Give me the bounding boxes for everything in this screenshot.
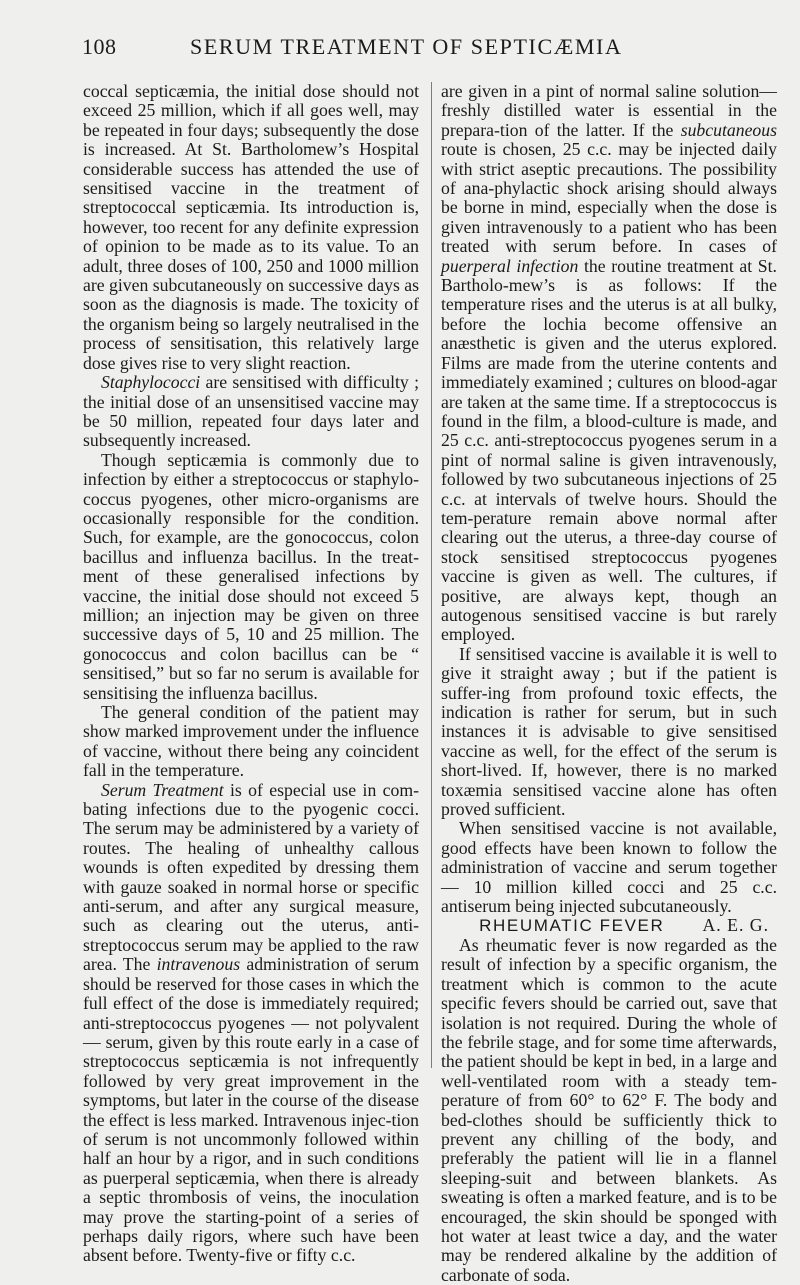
column-divider xyxy=(431,82,432,1068)
left-column xyxy=(83,82,419,1266)
paragraph: coccal septicæmia, the initial dose should not exceed 25 million, which if all goes well, may be repeated in four days; subsequently the dose is increased. At St. Bartholomew’s Hospital considerable success has attended the use of sensitised vaccine in the treatment of streptococcal septicæmia. Its introduction is, however, too recent for any definite expression of opinion to be made as to its value. To an adult, three doses of 100, 250 and 1000 million are given subcutaneously on successive days as soon as the diagnosis is made. The toxicity of the organism being so largely neutralised in the process of sensitisation, this relatively large dose gives rise to very slight reaction. xyxy=(83,81,419,373)
paragraph: If sensitised vaccine is available it is well to give it straight away ; but if the patient is suffer-ing from profound toxic effects, the indication is rather for serum, but in such instances it is advisable to give sensitised vaccine as well, for the effect of the serum is short-lived. If, however, there is no marked toxæmia sensitised vaccine alone has often proved sufficient. xyxy=(441,643,777,820)
paragraph: The general condition of the patient may show marked improvement under the influence of vaccine, without there being any coincident fall in the temperature. xyxy=(83,702,419,781)
page-number: 108 xyxy=(82,34,117,59)
page-header xyxy=(50,34,778,64)
section-heading: RHEUMATIC FEVER xyxy=(479,916,665,936)
paragraph: As rheumatic fever is now regarded as the result of infection by a specific organism, the treatment which is common to the acute specific fevers should be carried out, save that isolation is not required. During the whole of the febrile stage, and for some time afterwards, the patient should be kept in bed, in a large and well-ventilated room with a steady tem-perature of from 60° to 62° F. The body and bed-clothes should be sufficiently thick to prevent any chilling of the body, and preferably the patient will lie in a flannel sleeping-suit and between blankets. As sweating is often a marked feature, and is to be encouraged, the skin should be sponged with hot water at least twice a day, and the water may be rendered alkaline by the addition of carbonate of soda. xyxy=(441,934,777,1285)
author-initials: A. E. G. xyxy=(702,915,769,936)
paragraph: When sensitised vaccine is not available, good effects have been known to follow the administration of vaccine and serum together— 10 million killed cocci and 25 c.c. antiserum being injected subcutaneously. A. E. G. xyxy=(441,818,777,936)
right-column xyxy=(441,82,777,1285)
paragraph: are given in a pint of normal saline solution— freshly distilled water is essential in the prepara-tion of the latter. If the subcutaneous route is chosen, 25 c.c. may be injected daily with strict aseptic precautions. The possibility of ana-phylactic shock arising should always be borne in mind, especially when the dose is given intravenously to a patient who has been treated with serum before. In cases of puerperal infection the routine treatment at St. Bartholo-mew’s is as follows: If the temperature rises and the uterus is at all bulky, before the lochia become offensive an anæsthetic is given and the uterus explored. Films are made from the uterine contents and immediately examined ; cultures on blood-agar are taken at the same time. If a streptococcus is found in the film, a blood-culture is made, and 25 c.c. anti-streptococcus pyogenes serum in a pint of normal saline is given intravenously, followed by two subcutaneous injections of 25 c.c. at intervals of twelve hours. Should the tem-perature remain above normal after clearing out the uterus, a three-day course of stock sensitised streptococcus pyogenes vaccine is given as well. The cultures, if positive, are always kept, though an autogenous sensitised vaccine is but rarely employed. xyxy=(441,81,777,645)
paragraph: Staphylococci are sensitised with difficulty ; the initial dose of an unsensitised vaccine may be 50 million, repeated four days later and subsequently increased. xyxy=(83,372,419,451)
paragraph: Serum Treatment is of especial use in com-bating infections due to the pyogenic cocci. The serum may be administered by a variety of routes. The healing of unhealthy callous wounds is often expedited by dressing them with gauze soaked in normal horse or specific anti-serum, and after any surgical measure, such as clearing out the uterus, anti-streptococcus serum may be applied to the raw area. The intravenous administration of serum should be reserved for those cases in which the full effect of the dose is immediately required; anti-streptococcus pyogenes — not polyvalent — serum, given by this route early in a case of streptococcus septicæmia is not infrequently followed by very great improvement in the symptoms, but later in the course of the disease the effect is less marked. Intravenous injec-tion of serum is not uncommonly followed within half an hour by a rigor, and in such conditions as puerperal septicæmia, when there is already a septic thrombosis of veins, the inoculation may prove the starting-point of a series of perhaps daily rigors, where such have been absent before. Twenty-five or fifty c.c. xyxy=(83,779,420,1266)
running-head: SERUM TREATMENT OF SEPTICÆMIA xyxy=(190,34,623,59)
paragraph: Though septicæmia is commonly due to infection by either a streptococcus or staphylo-coccus pyogenes, other micro-organisms are occasionally responsible for the condition. Such, for example, are the gonococcus, colon bacillus and influenza bacillus. In the treat-ment of these generalised infections by vaccine, the initial dose should not exceed 5 million; an injection may be given on three successive days of 5, 10 and 25 million. The gonococcus and colon bacillus can be “ sensitised,” but so far no serum is available for sensitising the influenza bacillus. xyxy=(83,449,419,703)
